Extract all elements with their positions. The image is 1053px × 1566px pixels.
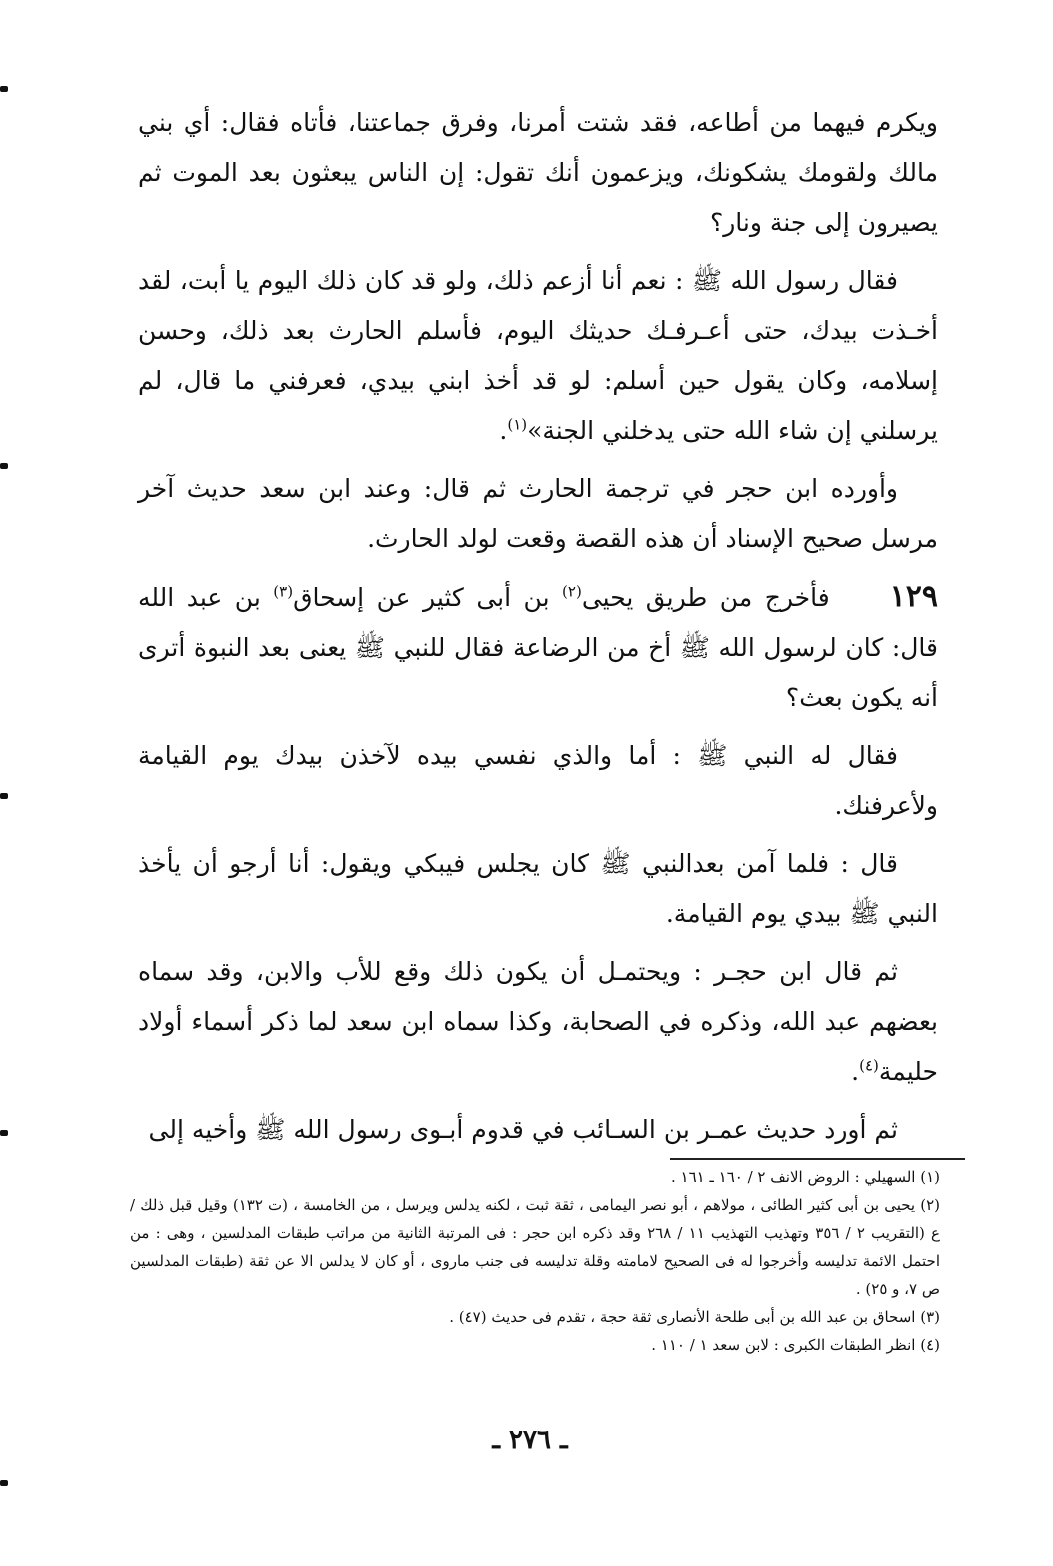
paragraph-3: وأورده ابن حجر في ترجمة الحارث ثم قال: وعند ابن سعد حديث آخر مرسل صحيح الإسناد أن هذه القصة وقعت لولد الحارث. bbox=[138, 474, 938, 553]
hadith-text-b: بن أبى كثير عن إسحاق bbox=[293, 583, 563, 612]
footnote-1: (١) السهيلي : الروض الانف ٢ / ١٦٠ ـ ١٦١ . bbox=[671, 1168, 940, 1186]
footnote-ref-1: (١) bbox=[507, 415, 528, 434]
main-text bbox=[138, 98, 938, 1163]
footnote-2: (٢) يحيى بن أبى كثير الطائى ، مولاهم ، أبو نصر اليمامى ، ثقة ثبت ، لكنه يدلس ويرسل ، من الخامسة ، (ت ١٣٢) وقيل قبل ذلك / ع (التقريب ٢ / ٣٥٦ وتهذيب التهذيب ١١ / ٢٦٨ وقد ذكره ابن حجر : فى المرتبة الثانية من مراتب طبقات المدلسين ، وهى : من احتمل الائمة تدليسه وأخرجوا له فى الصحيح لامامته وقلة تدليسه فى جنب ماروى ، أو كان لا يدلس الا عن ثقة (طبقات المدلسين ص ٧، و ٢٥) . bbox=[130, 1196, 941, 1298]
paragraph-1: ويكرم فيهما من أطاعه، فقد شتت أمرنا، وفرق جماعتنا، فأتاه فقال: أي بني مالك ولقومك يشكونك، ويزعمون أنك تقول: إن الناس يبعثون بعد الموت ثم يصيرون إلى جنة ونار؟ bbox=[138, 108, 938, 237]
footnotes bbox=[130, 1163, 940, 1359]
hadith-number: ١٢٩ bbox=[889, 579, 938, 614]
paragraph-7 bbox=[138, 947, 938, 1097]
paragraph-7-text: ثم قال ابن حجـر : ويحتمـل أن يكون ذلك وقع للأب والابن، وقد سماه بعضهم عبد الله، وذكره في الصحابة، وكذا سماه ابن سعد لما ذكر أسماء أولاد حليمة bbox=[138, 957, 938, 1086]
paragraph-2 bbox=[138, 256, 938, 456]
footnote-separator bbox=[670, 1158, 965, 1160]
paragraph-8: ثم أورد حديث عمـر بن السـائب في قدوم أبـوى رسول الله ﷺ وأخيه إلى bbox=[148, 1115, 898, 1144]
scan-edge-mark bbox=[0, 793, 8, 799]
scan-edge-mark bbox=[0, 1130, 8, 1136]
hadith-text-c: بن عبد الله قال: كان لرسول الله ﷺ أخ من الرضاعة فقال للنبي ﷺ يعنى بعد النبوة أترى أنه يكون بعث؟ bbox=[138, 583, 938, 712]
footnote-4: (٤) انظر الطبقات الكبرى : لابن سعد ١ / ١١٠ . bbox=[651, 1336, 940, 1354]
paragraph-2-end: . bbox=[499, 416, 508, 445]
scan-edge-mark bbox=[0, 463, 8, 469]
paragraph-2-text: فقال رسول الله ﷺ : نعم أنا أزعم ذلك، ولو قد كان ذلك اليوم يا أبت، لقد أخـذت بيدك، حتى أعـرفـك حديثك اليوم، فأسلم الحارث بعد ذلك، وحسن إسلامه، وكان يقول حين أسلم: لو قد أخذ ابني بيدي، فعرفني ما قال، لم يرسلني إن شاء الله حتى يدخلني الجنة» bbox=[138, 266, 938, 445]
scan-edge-mark bbox=[0, 86, 8, 92]
footnote-ref-3: (٣) bbox=[273, 582, 294, 601]
hadith-paragraph bbox=[138, 572, 938, 723]
hadith-text-a: فأخرج من طريق يحيى bbox=[581, 583, 830, 612]
paragraph-6: قال : فلما آمن بعدالنبي ﷺ كان يجلس فيبكي ويقول: أنا أرجو أن يأخذ النبي ﷺ بيدي يوم القيامة. bbox=[138, 849, 938, 928]
paragraph-7-end: . bbox=[851, 1057, 860, 1086]
footnote-3: (٣) اسحاق بن عبد الله بن أبى طلحة الأنصارى ثقة حجة ، تقدم فى حديث (٤٧) . bbox=[449, 1308, 940, 1326]
scan-edge-mark bbox=[0, 1480, 8, 1486]
footnote-ref-4: (٤) bbox=[859, 1056, 879, 1075]
footnote-ref-2: (٢) bbox=[562, 582, 582, 601]
paragraph-5: فقال له النبي ﷺ : أما والذي نفسي بيده لآخذن بيدك يوم القيامة ولأعرفنك. bbox=[138, 741, 938, 820]
page-number: ـ ٢٧٦ ـ bbox=[492, 1425, 568, 1455]
